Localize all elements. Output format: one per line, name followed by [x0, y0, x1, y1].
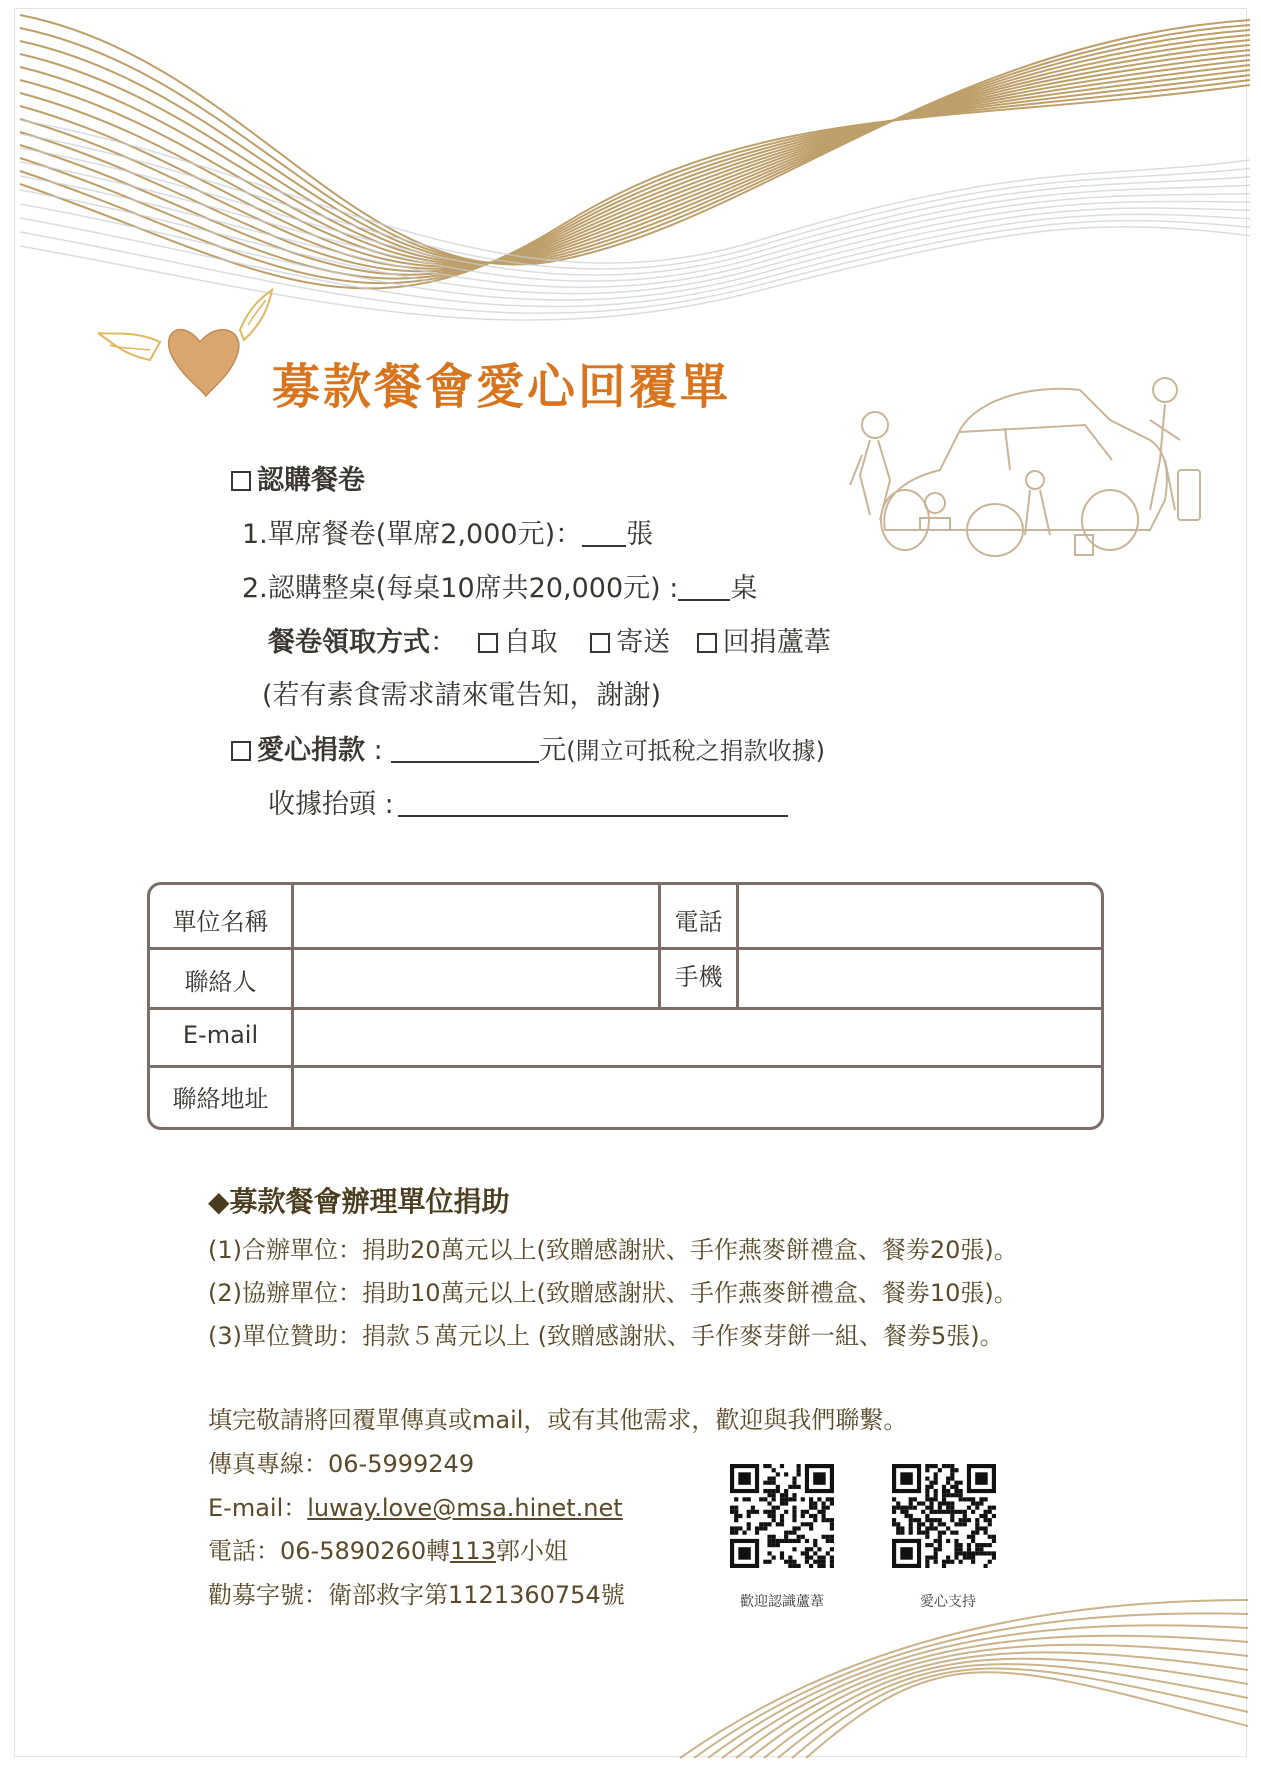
donation-sep: :	[365, 735, 383, 766]
donate-back-checkbox[interactable]	[697, 633, 717, 653]
donate-back-label: 回捐蘆葦	[722, 627, 831, 658]
form-title: 募款餐會愛心回覆單	[272, 359, 732, 415]
unit-name-label: 單位名稱	[172, 908, 269, 936]
phone-contact-name: 郭小姐	[495, 1537, 568, 1565]
mail-checkbox[interactable]	[590, 633, 610, 653]
ticket-heading: 認購餐卷	[257, 465, 365, 496]
sponsor-line-1: (1)合辦單位：捐助20萬元以上(致贈感謝狀、手作燕麥餅禮盒、餐劵20張)。	[208, 1236, 1018, 1264]
sponsor-title: ◆募款餐會辦理單位捐助	[208, 1185, 510, 1218]
donation-row	[231, 728, 825, 767]
pickup-sep: ：	[430, 627, 457, 658]
gold-wave-line	[20, 75, 1250, 279]
bottom-wave-line	[680, 1600, 1248, 1758]
phone-prefix: 電話：06-5890260轉	[208, 1537, 451, 1565]
mobile-field[interactable]	[739, 950, 1101, 1007]
self-pickup-label: 自取	[503, 627, 558, 658]
email-prefix: E-mail：	[208, 1494, 308, 1522]
donation-heading: 愛心捐款	[257, 735, 365, 766]
item1-blank[interactable]	[582, 521, 626, 547]
permit-line: 勸募字號：衛部救字第1121360754號	[208, 1581, 625, 1609]
donation-unit: 元	[539, 735, 567, 766]
contact-table	[147, 882, 1104, 1130]
qr-code-donate[interactable]	[892, 1464, 996, 1568]
bottom-wave-line	[792, 1668, 1248, 1758]
ticket-heading-row	[231, 458, 365, 497]
fax-line: 傳真專線：06-5999249	[208, 1450, 475, 1478]
mobile-label: 手機	[674, 963, 723, 991]
donation-checkbox[interactable]	[231, 741, 251, 761]
contact-intro: 填完敬請將回覆單傳真或mail，或有其他需求，歡迎與我們聯繫。	[208, 1406, 908, 1434]
item2-label: 2.認購整桌(每桌10席共20,000元) :	[242, 573, 679, 604]
phone-field[interactable]	[739, 885, 1101, 947]
qr-code-about[interactable]	[730, 1464, 834, 1568]
donation-note: (開立可抵稅之捐款收據)	[566, 737, 826, 765]
car-wash-illustration	[850, 378, 1200, 556]
email-link[interactable]: luway.love@msa.hinet.net	[307, 1494, 623, 1522]
pickup-option-self[interactable]	[478, 627, 558, 658]
receipt-title-blank[interactable]	[398, 791, 788, 817]
qr-caption-donate: 愛心支持	[920, 1594, 976, 1610]
ticket-item-1	[242, 512, 653, 551]
donation-amount-blank[interactable]	[391, 737, 539, 763]
ticket-item-2	[242, 566, 757, 605]
qr-caption-about: 歡迎認識蘆葦	[740, 1594, 824, 1610]
email-label: E-mail	[182, 1021, 259, 1049]
address-label: 聯絡地址	[172, 1085, 269, 1113]
winged-heart-icon	[98, 290, 272, 396]
phone-label: 電話	[674, 908, 723, 936]
gold-wave-line	[20, 60, 1250, 269]
item2-unit: 桌	[730, 573, 758, 604]
unit-name-field[interactable]	[294, 885, 658, 947]
receipt-row	[268, 782, 788, 821]
gold-wave-line	[20, 85, 1250, 288]
pickup-option-donate[interactable]	[697, 627, 831, 658]
phone-line	[208, 1531, 568, 1566]
pickup-option-mail[interactable]	[590, 627, 670, 658]
self-pickup-checkbox[interactable]	[478, 633, 498, 653]
vegetarian-note: (若有素食需求請來電告知，謝謝)	[262, 680, 662, 711]
address-field[interactable]	[294, 1068, 1101, 1127]
sponsor-line-2: (2)協辦單位：捐助10萬元以上(致贈感謝狀、手作燕麥餅禮盒、餐劵10張)。	[208, 1279, 1018, 1307]
item1-unit: 張	[626, 519, 654, 550]
contact-person-field[interactable]	[294, 950, 658, 1007]
mail-label: 寄送	[616, 627, 671, 658]
contact-person-label: 聯絡人	[184, 968, 257, 996]
phone-extension: 113	[450, 1537, 496, 1565]
pickup-label: 餐卷領取方式	[268, 627, 430, 658]
email-field[interactable]	[294, 1010, 1101, 1065]
pickup-row	[268, 620, 831, 659]
receipt-label: 收據抬頭 :	[268, 789, 394, 820]
item2-blank[interactable]	[678, 575, 730, 601]
item1-label: 1.單席餐卷(單席2,000元)：	[242, 519, 583, 550]
email-line	[208, 1488, 623, 1523]
sponsor-line-3: (3)單位贊助：捐款５萬元以上 (致贈感謝狀、手作麥芽餅一組、餐劵5張)。	[208, 1322, 1004, 1350]
ticket-checkbox[interactable]	[231, 471, 251, 491]
